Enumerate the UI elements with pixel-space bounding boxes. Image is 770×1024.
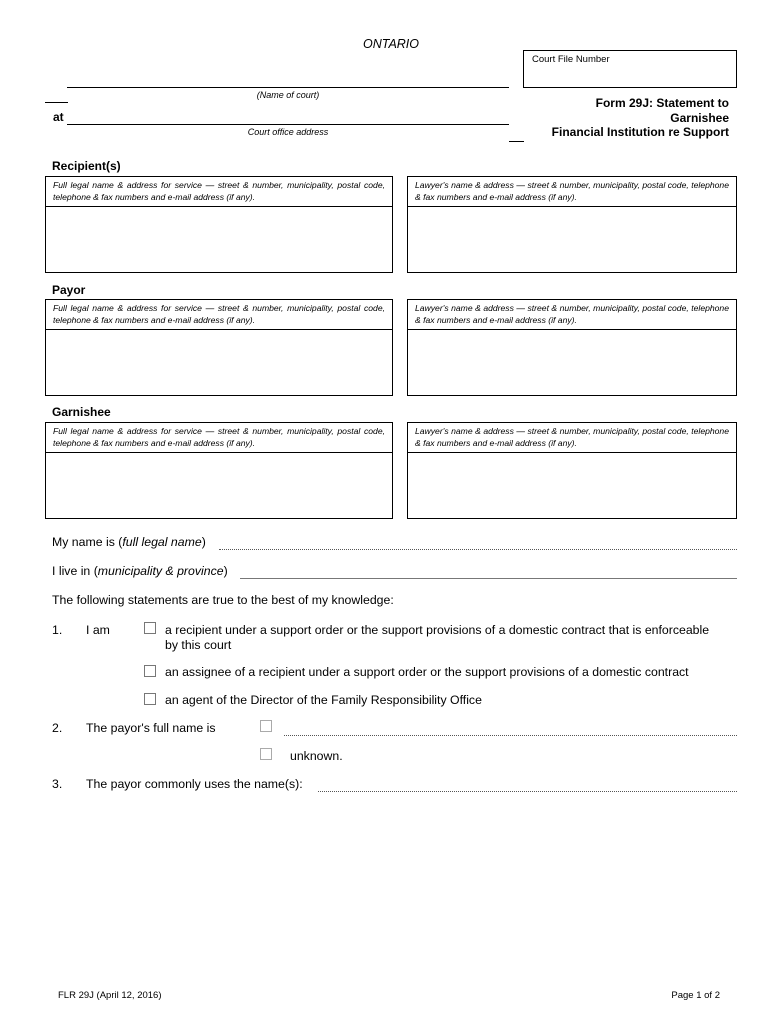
garnishee-lawyer-divider (408, 452, 736, 453)
payor-details-divider (46, 329, 392, 330)
statements-intro: The following statements are true to the best of my knowledge: (52, 593, 394, 607)
recipient-lawyer-hint: Lawyer's name & address — street & number, municipality, postal code, telephone & fax numbers and e-mail address (if any). (415, 180, 729, 202)
item-3-label: The payor commonly uses the name(s): (86, 777, 303, 791)
form-title-line-3: Financial Institution re Support (551, 125, 729, 139)
form-title (500, 96, 729, 140)
payor-name-unknown-checkbox[interactable] (260, 748, 272, 760)
agent-option-text: an agent of the Director of the Family Responsibility Office (165, 693, 482, 707)
court-office-address-label: Court office address (247, 127, 329, 137)
recipient-option-text (165, 623, 709, 653)
recipient-section-title: Recipient(s) (52, 159, 121, 173)
payor-name-known-checkbox[interactable] (260, 720, 272, 732)
my-name-suffix: ) (201, 535, 206, 549)
garnishee-details-box[interactable] (45, 422, 393, 519)
item-2-number: 2. (52, 721, 63, 735)
right-margin-line (509, 141, 524, 142)
recipient-lawyer-box[interactable] (407, 176, 737, 273)
recipient-details-divider (46, 206, 392, 207)
item-2-label: The payor's full name is (86, 721, 216, 735)
payor-unknown-label: unknown. (290, 749, 343, 763)
agent-checkbox[interactable] (144, 693, 156, 705)
court-office-address-line[interactable] (67, 124, 509, 125)
page-number: Page 1 of 2 (671, 990, 720, 1001)
form-title-line-1: Form 29J: Statement to (595, 96, 729, 110)
court-file-number-box[interactable] (523, 50, 737, 88)
payor-lawyer-box[interactable] (407, 299, 737, 396)
recipient-checkbox[interactable] (144, 622, 156, 634)
payor-details-hint: Full legal name & address for service — street & number, municipality, postal code, telephone & fax numbers and e-mail address (if any). (53, 303, 385, 325)
payor-full-name-field[interactable] (284, 735, 737, 736)
recipient-details-box[interactable] (45, 176, 393, 273)
garnishee-lawyer-hint: Lawyer's name & address — street & number, municipality, postal code, telephone & fax numbers and e-mail address (if any). (415, 426, 729, 448)
my-name-prefix: My name is ( (52, 535, 123, 549)
my-name-field[interactable] (219, 549, 737, 550)
province-label: ONTARIO (362, 37, 420, 51)
live-in-suffix: ) (223, 564, 228, 578)
live-in-prefix: I live in ( (52, 564, 98, 578)
payor-section-title: Payor (52, 283, 86, 297)
name-of-court-label: (Name of court) (256, 90, 320, 100)
garnishee-details-divider (46, 452, 392, 453)
recipient-details-hint: Full legal name & address for service — street & number, municipality, postal code, telephone & fax numbers and e-mail address (if any). (53, 180, 385, 202)
garnishee-section-title: Garnishee (52, 405, 111, 419)
payor-common-names-field[interactable] (318, 791, 737, 792)
payor-lawyer-divider (408, 329, 736, 330)
recipient-option-line-2: by this court (165, 638, 232, 652)
court-name-line[interactable] (67, 87, 509, 88)
item-3-number: 3. (52, 777, 63, 791)
live-in-field[interactable] (240, 578, 737, 579)
assignee-checkbox[interactable] (144, 665, 156, 677)
recipient-lawyer-divider (408, 206, 736, 207)
live-in-label (52, 564, 228, 578)
garnishee-lawyer-box[interactable] (407, 422, 737, 519)
item-1-label: I am (86, 623, 110, 637)
form-title-line-2: Garnishee (670, 110, 729, 125)
court-file-number-label: Court File Number (532, 54, 610, 65)
payor-details-box[interactable] (45, 299, 393, 396)
item-1-number: 1. (52, 623, 63, 637)
assignee-option-text: an assignee of a recipient under a support order or the support provisions of a domestic contract (165, 665, 689, 679)
recipient-option-line-1: a recipient under a support order or the support provisions of a domestic contract that is enforceable (165, 623, 710, 637)
at-label: at (53, 110, 64, 124)
live-in-italic: municipality & province (97, 564, 224, 578)
garnishee-details-hint: Full legal name & address for service — street & number, municipality, postal code, telephone & fax numbers and e-mail address (if any). (53, 426, 385, 448)
form-code: FLR 29J (April 12, 2016) (58, 990, 162, 1001)
left-margin-line (45, 102, 68, 103)
my-name-italic: full legal name (122, 535, 202, 549)
my-name-label (52, 535, 206, 549)
payor-lawyer-hint: Lawyer's name & address — street & number, municipality, postal code, telephone & fax numbers and e-mail address (if any). (415, 303, 729, 325)
